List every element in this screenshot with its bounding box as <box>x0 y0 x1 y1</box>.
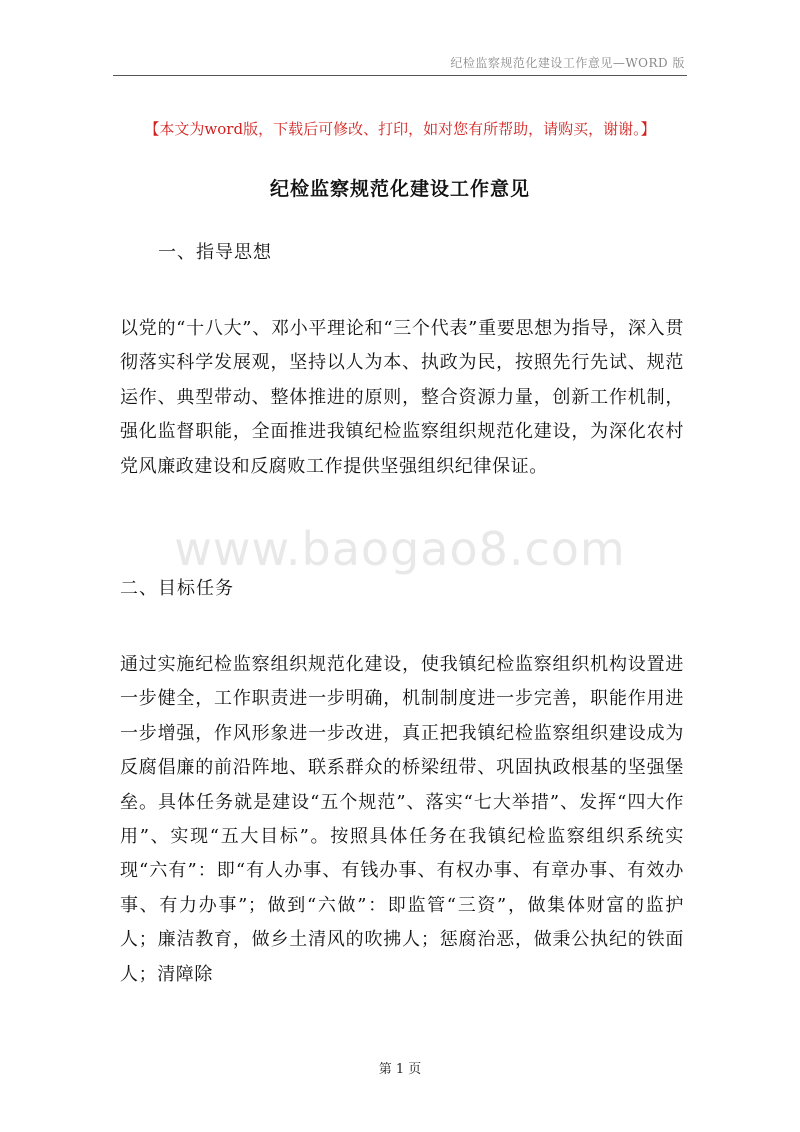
watermark: www.baogao8.com <box>174 522 626 576</box>
running-header: 纪检监察规范化建设工作意见—WORD 版 <box>450 56 685 70</box>
section-paragraph-objectives: 通过实施纪检监察组织规范化建设，使我镇纪检监察组织机构设置进一步健全，工作职责进一步明确，机制制度进一步完善，职能作用进一步增强，作风形象进一步改进，真正把我镇纪检监察组织建设成为反腐倡廉的前沿阵地、联系群众的桥梁纽带、巩固执政根基的坚强堡垒。具体任务就是建设“五个规范”、落实“七大举措”、发挥“四大作用”、实现“五大目标”。按照具体任务在我镇纪检监察组织系统实现“六有”：即“有人办事、有钱办事、有权办事、有章办事、有效办事、有力办事”；做到“六做”：即监管“三资”，做集体财富的监护人；廉洁教育，做乡土清风的吹拂人；惩腐治恶，做秉公执纪的铁面人；清障除 <box>120 654 684 985</box>
section-heading-objectives: 二、目标任务 <box>120 578 234 599</box>
document-title: 纪检监察规范化建设工作意见 <box>269 178 530 200</box>
download-notice: 【本文为word版，下载后可修改、打印，如对您有所帮助，请购买，谢谢。】 <box>144 120 656 138</box>
page-number: 第 1 页 <box>378 1062 422 1077</box>
header-divider <box>113 75 687 76</box>
section-heading-guiding-ideology: 一、指导思想 <box>158 242 272 263</box>
section-paragraph-guiding-ideology: 以党的“十八大”、邓小平理论和“三个代表”重要思想为指导，深入贯彻落实科学发展观，坚持以人为本、执政为民，按照先行先试、规范运作、典型带动、整体推进的原则，整合资源力量，创新工作机制，强化监督职能，全面推进我镇纪检监察组织规范化建设，为深化农村党风廉政建设和反腐败工作提供坚强组织纪律保证。 <box>120 318 684 477</box>
